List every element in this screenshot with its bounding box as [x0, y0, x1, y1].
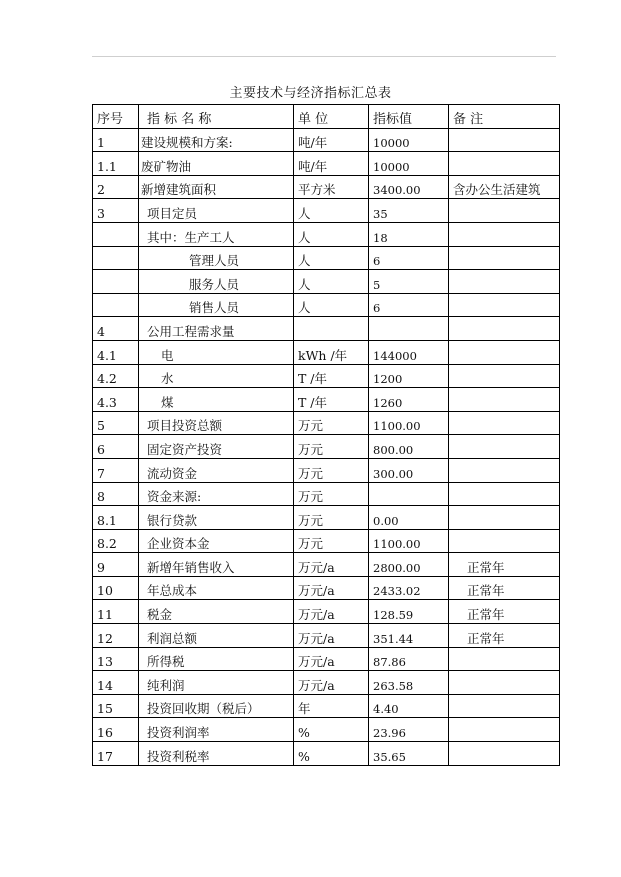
cell-name: 公用工程需求量 — [139, 317, 294, 341]
cell-note — [449, 647, 560, 671]
cell-note — [449, 152, 560, 176]
cell-seq: 10 — [93, 576, 139, 600]
cell-unit: 人 — [294, 199, 369, 223]
cell-seq: 4.1 — [93, 340, 139, 364]
cell-name: 投资利润率 — [139, 718, 294, 742]
cell-seq: 15 — [93, 694, 139, 718]
cell-value: 4.40 — [369, 694, 449, 718]
cell-unit: 人 — [294, 293, 369, 317]
cell-unit: 吨/年 — [294, 152, 369, 176]
cell-name: 建设规模和方案: — [139, 128, 294, 152]
cell-seq: 14 — [93, 671, 139, 695]
table-row — [93, 270, 560, 294]
cell-note — [449, 270, 560, 294]
table-row — [93, 482, 560, 506]
table-row — [93, 340, 560, 364]
cell-unit: kWh /年 — [294, 340, 369, 364]
header-name: 指 标 名 称 — [139, 105, 294, 129]
cell-unit: 万元 — [294, 506, 369, 530]
cell-note — [449, 506, 560, 530]
cell-note: 正常年 — [449, 624, 560, 648]
cell-value — [369, 317, 449, 341]
cell-value: 1260 — [369, 388, 449, 412]
cell-unit: 万元/a — [294, 647, 369, 671]
table-row — [93, 600, 560, 624]
cell-value: 6 — [369, 246, 449, 270]
cell-name: 企业资本金 — [139, 529, 294, 553]
cell-unit: 人 — [294, 246, 369, 270]
cell-seq: 7 — [93, 458, 139, 482]
cell-value — [369, 482, 449, 506]
cell-seq: 12 — [93, 624, 139, 648]
cell-seq: 1.1 — [93, 152, 139, 176]
table-row — [93, 718, 560, 742]
cell-unit: 人 — [294, 270, 369, 294]
cell-seq: 8 — [93, 482, 139, 506]
table-row — [93, 222, 560, 246]
header-note: 备 注 — [449, 105, 560, 129]
table-row — [93, 529, 560, 553]
cell-unit: 万元 — [294, 411, 369, 435]
cell-value: 2800.00 — [369, 553, 449, 577]
cell-value: 35 — [369, 199, 449, 223]
table-row — [93, 246, 560, 270]
cell-value: 1200 — [369, 364, 449, 388]
cell-note — [449, 128, 560, 152]
cell-seq — [93, 246, 139, 270]
cell-name: 年总成本 — [139, 576, 294, 600]
table-header-row — [93, 105, 560, 129]
cell-note — [449, 482, 560, 506]
cell-unit: 万元/a — [294, 671, 369, 695]
table-row — [93, 199, 560, 223]
cell-seq — [93, 270, 139, 294]
table-row — [93, 388, 560, 412]
cell-value: 35.65 — [369, 742, 449, 766]
cell-note — [449, 694, 560, 718]
cell-value: 1100.00 — [369, 411, 449, 435]
cell-unit: % — [294, 742, 369, 766]
cell-name: 其中：生产工人 — [139, 222, 294, 246]
table-row — [93, 152, 560, 176]
table-row — [93, 742, 560, 766]
cell-name: 管理人员 — [139, 246, 294, 270]
table-row — [93, 435, 560, 459]
cell-value: 1100.00 — [369, 529, 449, 553]
cell-seq: 4.3 — [93, 388, 139, 412]
cell-seq: 8.1 — [93, 506, 139, 530]
table-row — [93, 694, 560, 718]
cell-unit: 万元 — [294, 482, 369, 506]
cell-name: 流动资金 — [139, 458, 294, 482]
cell-unit: 万元 — [294, 458, 369, 482]
cell-note — [449, 246, 560, 270]
cell-note — [449, 222, 560, 246]
cell-name: 新增建筑面积 — [139, 175, 294, 199]
cell-seq: 11 — [93, 600, 139, 624]
table-body — [93, 128, 560, 765]
table-row — [93, 458, 560, 482]
cell-seq: 8.2 — [93, 529, 139, 553]
cell-note — [449, 529, 560, 553]
cell-unit: T /年 — [294, 364, 369, 388]
cell-name: 银行贷款 — [139, 506, 294, 530]
cell-value: 300.00 — [369, 458, 449, 482]
cell-value: 351.44 — [369, 624, 449, 648]
cell-unit: 人 — [294, 222, 369, 246]
cell-seq: 17 — [93, 742, 139, 766]
page-title: 主要技术与经济指标汇总表 — [229, 86, 392, 101]
cell-value: 0.00 — [369, 506, 449, 530]
cell-value: 128.59 — [369, 600, 449, 624]
cell-seq: 1 — [93, 128, 139, 152]
cell-name: 废矿物油 — [139, 152, 294, 176]
cell-unit: T /年 — [294, 388, 369, 412]
header-rule — [92, 56, 556, 57]
cell-value: 2433.02 — [369, 576, 449, 600]
header-seq: 序号 — [93, 105, 139, 129]
cell-value: 10000 — [369, 152, 449, 176]
cell-note: 正常年 — [449, 600, 560, 624]
table-row — [93, 553, 560, 577]
cell-name: 销售人员 — [139, 293, 294, 317]
cell-note — [449, 411, 560, 435]
cell-value: 23.96 — [369, 718, 449, 742]
cell-seq: 2 — [93, 175, 139, 199]
cell-name: 所得税 — [139, 647, 294, 671]
cell-note — [449, 742, 560, 766]
cell-unit — [294, 317, 369, 341]
cell-note — [449, 458, 560, 482]
cell-note — [449, 293, 560, 317]
cell-name: 固定资产投资 — [139, 435, 294, 459]
cell-seq: 3 — [93, 199, 139, 223]
cell-name: 税金 — [139, 600, 294, 624]
cell-name: 电 — [139, 340, 294, 364]
cell-value: 87.86 — [369, 647, 449, 671]
cell-value: 10000 — [369, 128, 449, 152]
cell-unit: 万元 — [294, 435, 369, 459]
cell-note — [449, 388, 560, 412]
cell-seq: 16 — [93, 718, 139, 742]
cell-unit: 万元/a — [294, 624, 369, 648]
cell-seq — [93, 293, 139, 317]
cell-note: 含办公生活建筑 — [449, 175, 560, 199]
table-row — [93, 364, 560, 388]
cell-value: 6 — [369, 293, 449, 317]
cell-unit: 万元/a — [294, 576, 369, 600]
table-row — [93, 175, 560, 199]
cell-value: 3400.00 — [369, 175, 449, 199]
table-row — [93, 506, 560, 530]
cell-seq — [93, 222, 139, 246]
cell-note: 正常年 — [449, 553, 560, 577]
cell-name: 项目投资总额 — [139, 411, 294, 435]
table-row — [93, 317, 560, 341]
cell-note — [449, 364, 560, 388]
cell-note — [449, 435, 560, 459]
cell-seq: 9 — [93, 553, 139, 577]
table-row — [93, 293, 560, 317]
cell-name: 投资回收期（税后） — [139, 694, 294, 718]
cell-note — [449, 340, 560, 364]
header-unit: 单 位 — [294, 105, 369, 129]
cell-unit: % — [294, 718, 369, 742]
indicator-table — [92, 104, 560, 766]
table-row — [93, 671, 560, 695]
cell-value: 800.00 — [369, 435, 449, 459]
cell-name: 水 — [139, 364, 294, 388]
cell-note: 正常年 — [449, 576, 560, 600]
cell-value: 5 — [369, 270, 449, 294]
cell-name: 项目定员 — [139, 199, 294, 223]
cell-seq: 13 — [93, 647, 139, 671]
header-value: 指标值 — [369, 105, 449, 129]
cell-note — [449, 671, 560, 695]
cell-unit: 年 — [294, 694, 369, 718]
cell-name: 投资利税率 — [139, 742, 294, 766]
cell-note — [449, 718, 560, 742]
table-row — [93, 576, 560, 600]
table-row — [93, 411, 560, 435]
cell-value: 144000 — [369, 340, 449, 364]
cell-name: 煤 — [139, 388, 294, 412]
table-row — [93, 624, 560, 648]
cell-unit: 吨/年 — [294, 128, 369, 152]
table-row — [93, 128, 560, 152]
cell-name: 纯利润 — [139, 671, 294, 695]
cell-name: 资金来源: — [139, 482, 294, 506]
cell-unit: 万元/a — [294, 600, 369, 624]
cell-value: 18 — [369, 222, 449, 246]
cell-unit: 平方米 — [294, 175, 369, 199]
cell-note — [449, 199, 560, 223]
cell-name: 新增年销售收入 — [139, 553, 294, 577]
cell-unit: 万元/a — [294, 553, 369, 577]
cell-note — [449, 317, 560, 341]
cell-seq: 6 — [93, 435, 139, 459]
cell-name: 利润总额 — [139, 624, 294, 648]
cell-seq: 4 — [93, 317, 139, 341]
cell-seq: 4.2 — [93, 364, 139, 388]
cell-value: 263.58 — [369, 671, 449, 695]
table-row — [93, 647, 560, 671]
cell-unit: 万元 — [294, 529, 369, 553]
cell-name: 服务人员 — [139, 270, 294, 294]
cell-seq: 5 — [93, 411, 139, 435]
